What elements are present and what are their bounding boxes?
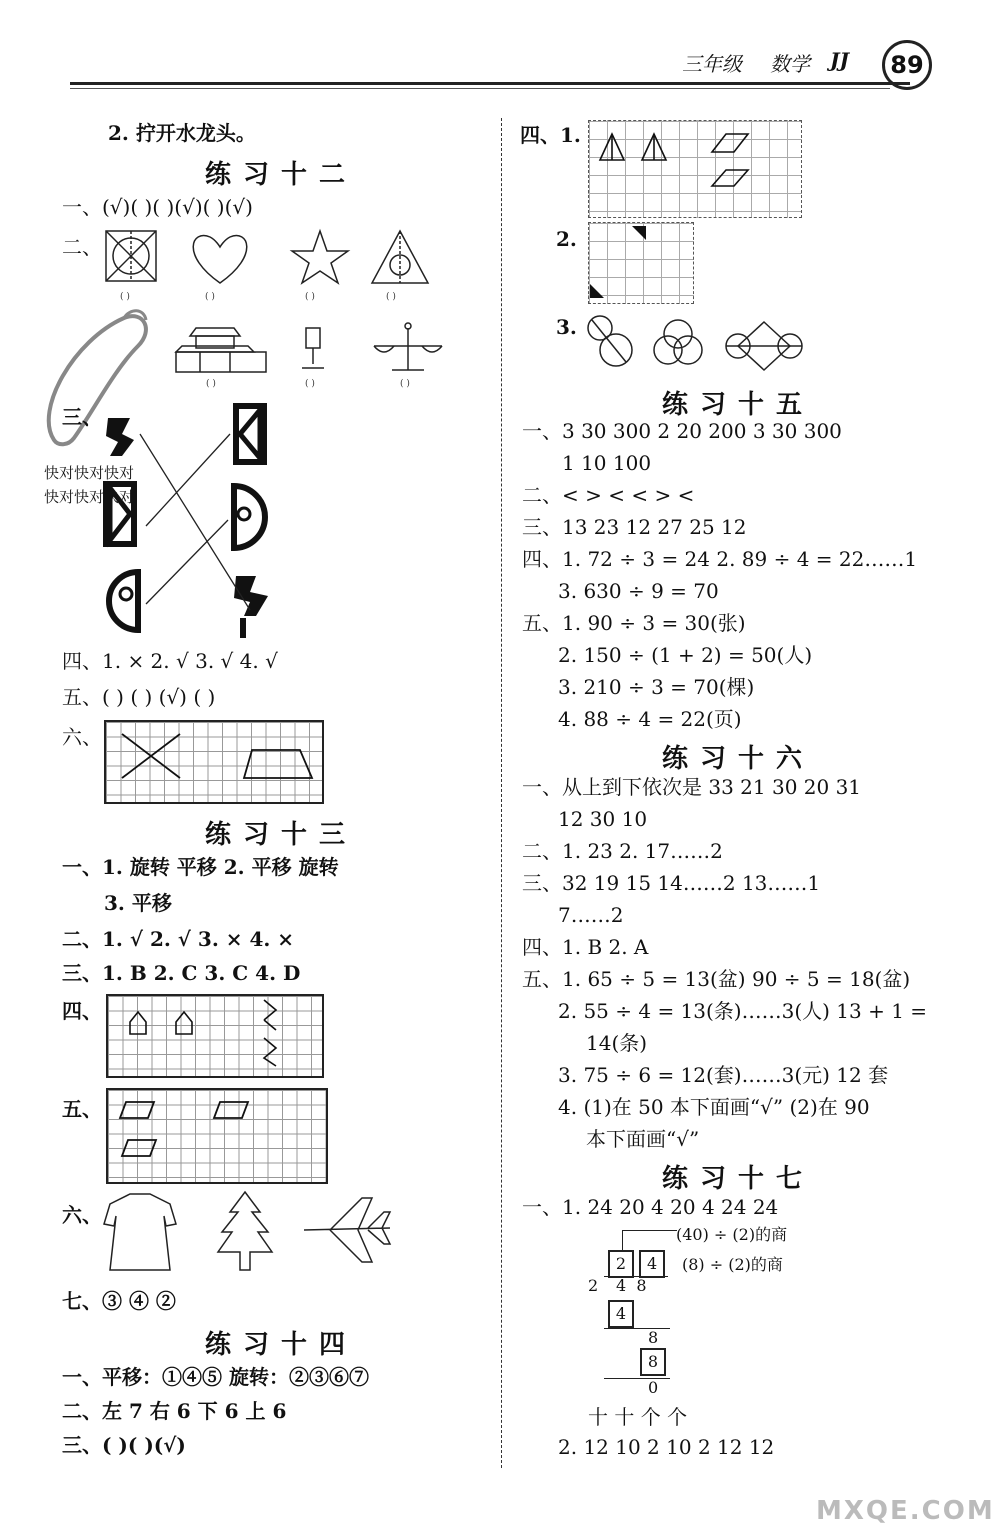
svg-text:( ): ( ): [305, 379, 315, 389]
star-figure: [292, 231, 348, 283]
s12-q6-label: 六、: [62, 725, 102, 749]
s13-q1b: 3. 平移: [104, 891, 172, 915]
s12-q2-label: 二、: [62, 235, 102, 259]
division-step-box-2: [640, 1348, 666, 1376]
svg-text:( ): ( ): [386, 292, 396, 302]
s16-q2: 二、1. 23 2. 17……2: [522, 839, 723, 863]
s15-q1a: 一、3 30 300 2 20 200 3 30 300: [522, 419, 842, 443]
division-quotient: [608, 1250, 665, 1278]
s17-places: 十 十 个 个: [588, 1405, 688, 1429]
header-rule: [70, 82, 910, 85]
zigzag-shape-right: [234, 576, 268, 638]
s13-q2: 二、1. √ 2. √ 3. × 4. ×: [62, 927, 295, 951]
svg-text:( ): ( ): [206, 379, 216, 389]
tiananmen-figure: [176, 328, 266, 372]
page-number: 89: [882, 40, 932, 90]
watermark-text-2: 快对快对快对: [44, 488, 135, 506]
s16-q5f: 本下面画“√”: [586, 1127, 700, 1151]
division-divisor: 2: [588, 1276, 599, 1295]
grid-s13-q5-drawing: [106, 1088, 326, 1182]
s13-title: 练习十三: [205, 820, 358, 850]
division-final-remainder: 0: [648, 1378, 659, 1397]
symmetric-figures-row1: [100, 225, 440, 305]
s15-q5d: 4. 88 ÷ 4 = 22(页): [558, 707, 742, 731]
s13-q3: 三、1. B 2. C 3. C 4. D: [62, 961, 301, 985]
s13-q6-label: 六、: [62, 1203, 102, 1227]
grid-s14-q4-1-drawing: [588, 120, 802, 218]
s13-q4-label: 四、: [62, 999, 102, 1023]
svg-text:( ): ( ): [120, 292, 130, 302]
division-step-box-1: [608, 1300, 634, 1328]
grid-s12-q6-drawing: [104, 720, 324, 802]
s14-q2: 二、左 7 右 6 下 6 上 6: [62, 1399, 287, 1423]
header-rule-thin: [70, 88, 890, 89]
s16-q5c: 14(条): [586, 1031, 648, 1055]
header-subject: 数学: [770, 52, 810, 76]
watermark-text-1: 快对快对快对: [44, 464, 135, 482]
matching-shapes: [100, 398, 280, 643]
s12-q5: 五、( ) ( ) (√) ( ): [62, 685, 216, 709]
svg-text:( ): ( ): [305, 292, 315, 302]
s16-q5e: 4. (1)在 50 本下面画“√” (2)在 90: [558, 1095, 870, 1119]
tree-figure: [218, 1192, 272, 1270]
k-shape-left: [106, 484, 134, 544]
step-box-value-1: 4: [608, 1300, 634, 1328]
fighter-jet-figure: [304, 1198, 390, 1262]
division-rule-1: [604, 1328, 670, 1329]
division-note-1: (40) ÷ (2)的商: [676, 1225, 788, 1244]
s14-q4-2: 2.: [556, 227, 577, 251]
s14-q4-1: 四、1.: [520, 123, 581, 147]
step-box-value-2: 8: [640, 1348, 666, 1376]
header-edition: JJ: [830, 48, 849, 72]
s15-q2: 二、< > < < > <: [522, 483, 695, 507]
cup-figure: [302, 328, 324, 368]
s17-title: 练习十七: [662, 1164, 815, 1194]
zigzag-shape-left: [106, 418, 134, 456]
s16-q1a: 一、从上到下依次是 33 21 30 20 31: [522, 775, 862, 799]
s15-q5c: 3. 210 ÷ 3 = 70(棵): [558, 675, 755, 699]
s13-q5-label: 五、: [62, 1097, 102, 1121]
circle-designs: [586, 312, 812, 372]
division-connector: [622, 1230, 677, 1251]
s13-q7: 七、③ ④ ②: [62, 1289, 176, 1313]
s12-q1: 一、(√)( )( )(√)( )(√): [62, 195, 253, 219]
s15-q4a: 四、1. 72 ÷ 3 = 24 2. 89 ÷ 4 = 22……1: [522, 547, 918, 571]
s16-title: 练习十六: [662, 744, 815, 774]
svg-text:( ): ( ): [205, 292, 215, 302]
symmetric-drawings-s13: [100, 1190, 400, 1276]
heart-figure: [193, 236, 247, 283]
s12-q3-label: 三、: [62, 405, 102, 429]
s15-q3: 三、13 23 12 27 25 12: [522, 515, 747, 539]
s14-q3: 三、( )( )(√): [62, 1433, 186, 1457]
s14-title: 练习十四: [205, 1330, 358, 1360]
quotient-tens: 2: [608, 1250, 634, 1278]
s15-q1b: 1 10 100: [562, 451, 652, 475]
s15-q5a: 五、1. 90 ÷ 3 = 30(张): [522, 611, 746, 635]
s12-title: 练习十二: [205, 160, 358, 190]
site-watermark: MXQE.COM: [816, 1496, 995, 1526]
s15-q4b: 3. 630 ÷ 9 = 70: [558, 579, 719, 603]
s16-q5b: 2. 55 ÷ 4 = 13(条)……3(人) 13 + 1 =: [558, 999, 928, 1023]
svg-text:( ): ( ): [400, 379, 410, 389]
s16-q1b: 12 30 10: [558, 807, 648, 831]
s17-q2: 2. 12 10 2 10 2 12 12: [558, 1435, 775, 1459]
division-dividend: 4 8: [616, 1276, 647, 1295]
quotient-ones: 4: [639, 1250, 665, 1278]
s15-q5b: 2. 150 ÷ (1 + 2) = 50(人): [558, 643, 813, 667]
k-shape-right: [236, 406, 264, 462]
s16-q5d: 3. 75 ÷ 6 = 12(套)……3(元) 12 套: [558, 1063, 889, 1087]
s14-q1: 一、平移：①④⑤ 旋转：②③⑥⑦: [62, 1365, 369, 1389]
s16-q3a: 三、32 19 15 14……2 13……1: [522, 871, 821, 895]
s12-q4: 四、1. × 2. √ 3. √ 4. √: [62, 649, 278, 673]
grid-s13-q4-drawing: [106, 994, 322, 1076]
s13-q1a: 一、1. 旋转 平移 2. 平移 旋转: [62, 855, 339, 879]
s15-title: 练习十五: [662, 390, 815, 420]
column-divider: [501, 118, 502, 1468]
dress-figure: [104, 1194, 176, 1270]
top-item: 2. 拧开水龙头。: [108, 121, 256, 145]
division-note-2: (8) ÷ (2)的商: [682, 1255, 783, 1274]
s16-q5a: 五、1. 65 ÷ 5 = 13(盆) 90 ÷ 5 = 18(盆): [522, 967, 911, 991]
s16-q3b: 7……2: [558, 903, 624, 927]
symmetric-figures-row2: [160, 318, 460, 390]
triangle-figure: [372, 231, 428, 283]
header-grade: 三年级: [682, 52, 742, 76]
semicircle-shape-left: [109, 572, 138, 630]
semicircle-shape-right: [234, 486, 265, 548]
s17-q1: 一、1. 24 20 4 20 4 24 24: [522, 1195, 779, 1219]
s16-q4: 四、1. B 2. A: [522, 935, 649, 959]
balance-scale-figure: [374, 323, 442, 370]
division-rule-2: [604, 1378, 670, 1379]
grid-s14-q4-2-drawing: [588, 222, 694, 304]
division-remainder-1: 8: [648, 1328, 659, 1347]
square-pattern-figure: [106, 231, 156, 281]
s14-q4-3: 3.: [556, 315, 577, 339]
